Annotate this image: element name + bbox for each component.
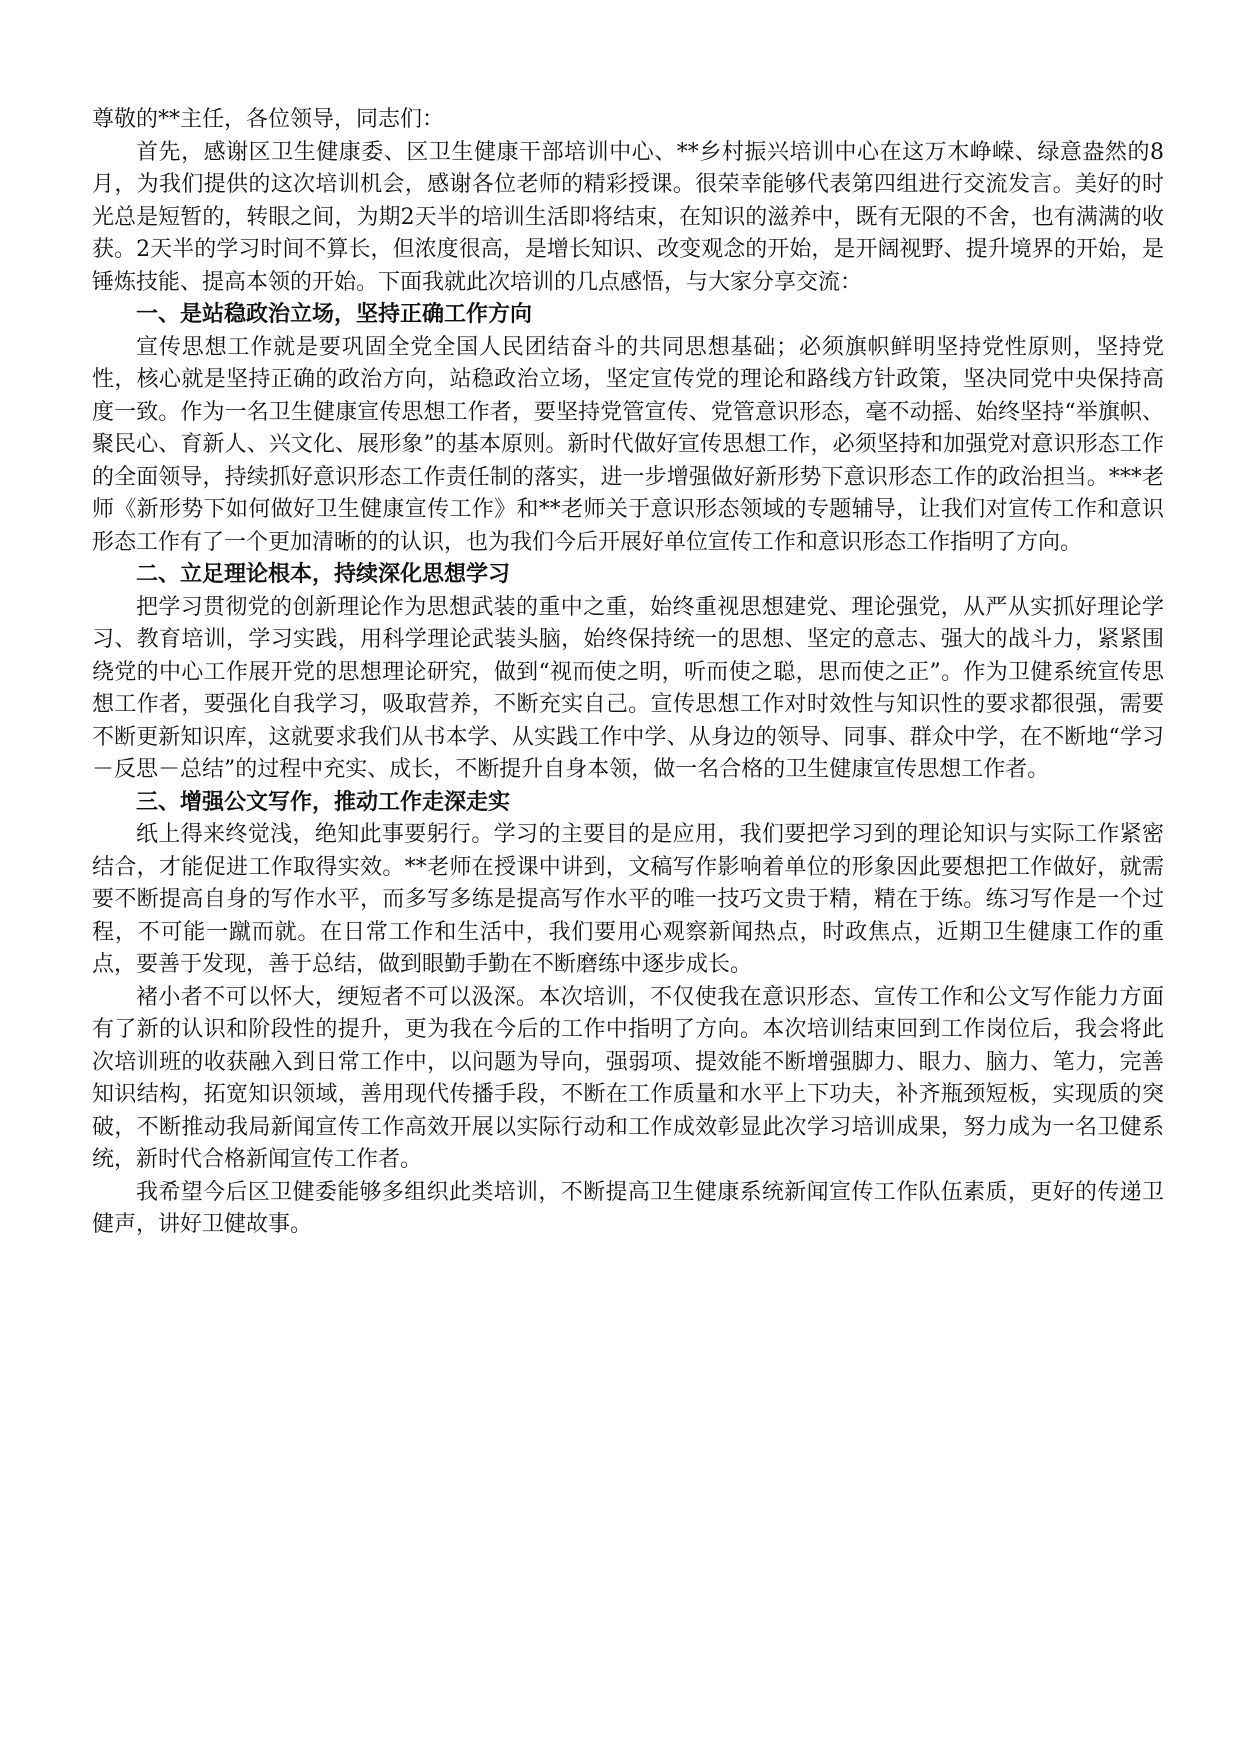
section-body-1: 宣传思想工作就是要巩固全党全国人民团结奋斗的共同思想基础；必须旗帜鲜明坚持党性原则，坚持党性，核心就是坚持正确的政治方向，站稳政治立场，坚定宣传党的理论和路线方针政策，坚决同党中央保持高度一致。作为一名卫生健康宣传思想工作者，要坚持党管宣传、党管意识形态，毫不动摇、始终坚持“举旗帜、聚民心、育新人、兴文化、展形象”的基本原则。新时代做好宣传思想工作，必须坚持和加强党对意识形态工作的全面领导，持续抓好意识形态工作责任制的落实，进一步增强做好新形势下意识形态工作的政治担当。***老师《新形势下如何做好卫生健康宣传工作》和**老师关于意识形态领域的专题辅导，让我们对宣传工作和意识形态工作有了一个更加清晰的的认识，也为我们今后开展好单位宣传工作和意识形态工作指明了方向。 xyxy=(92,334,1164,555)
section-heading-3: 三、增强公文写作，推动工作走深走实 xyxy=(136,789,511,815)
intro-paragraph: 首先，感谢区卫生健康委、区卫生健康干部培训中心、**乡村振兴培训中心在这万木峥嵘、绿意盎然的8月，为我们提供的这次培训机会，感谢各位老师的精彩授课。很荣幸能够代表第四组进行交流发言。美好的时光总是短暂的，转眼之间，为期2天半的培训生活即将结束，在知识的滋养中，既有无限的不舍，也有满满的收获。2天半的学习时间不算长，但浓度很高，是增长知识、改变观念的开始，是开阔视野、提升境界的开始，是锤炼技能、提高本领的开始。下面我就此次培训的几点感悟，与大家分享交流： xyxy=(92,139,1164,295)
document-page xyxy=(92,104,1164,1242)
section-body-3: 纸上得来终觉浅，绝知此事要躬行。学习的主要目的是应用，我们要把学习到的理论知识与实际工作紧密结合，才能促进工作取得实效。**老师在授课中讲到，文稿写作影响着单位的形象因此要想把工作做好，就需要不断提高自身的写作水平，而多写多练是提高写作水平的唯一技巧文贵于精，精在于练。练习写作是一个过程，不可能一蹴而就。在日常工作和生活中，我们要用心观察新闻热点，时政焦点，近期卫生健康工作的重点，要善于发现，善于总结，做到眼勤手勤在不断磨练中逐步成长。 xyxy=(92,822,1164,977)
salutation: 尊敬的**主任，各位领导，同志们： xyxy=(92,107,445,132)
section-heading-1: 一、是站稳政治立场，坚持正确工作方向 xyxy=(136,302,533,327)
closing-paragraph-1: 褚小者不可以怀大，绠短者不可以汲深。本次培训，不仅使我在意识形态、宣传工作和公文写作能力方面有了新的认识和阶段性的提升，更为我在今后的工作中指明了方向。本次培训结束回到工作岗位后，我会将此次培训班的收获融入到日常工作中，以问题为导向，强弱项、提效能不断增强脚力、眼力、脑力、笔力，完善知识结构，拓宽知识领域，善用现代传播手段，不断在工作质量和水平上下功夫，补齐瓶颈短板，实现质的突破，不断推动我局新闻宣传工作高效开展以实际行动和工作成效彰显此次学习培训成果，努力成为一名卫健系统，新时代合格新闻宣传工作者。 xyxy=(92,984,1164,1172)
section-body-2: 把学习贯彻党的创新理论作为思想武装的重中之重，始终重视思想建党、理论强党，从严从实抓好理论学习、教育培训，学习实践，用科学理论武装头脑，始终保持统一的思想、坚定的意志、强大的战斗力，紧紧围绕党的中心工作展开党的思想理论研究，做到“视而使之明，听而使之聪，思而使之正”。作为卫健系统宣传思想工作者，要强化自我学习，吸取营养，不断充实自己。宣传思想工作对时效性与知识性的要求都很强，需要不断更新知识库，这就要求我们从书本学、从实践工作中学、从身边的领导、同事、群众中学，在不断地“学习－反思－总结”的过程中充实、成长，不断提升自身本领，做一名合格的卫生健康宣传思想工作者。 xyxy=(92,594,1164,782)
section-heading-2: 二、立足理论根本，持续深化思想学习 xyxy=(136,562,511,587)
closing-paragraph-2: 我希望今后区卫健委能够多组织此类培训，不断提高卫生健康系统新闻宣传工作队伍素质，更好的传递卫健声，讲好卫健故事。 xyxy=(92,1179,1164,1237)
